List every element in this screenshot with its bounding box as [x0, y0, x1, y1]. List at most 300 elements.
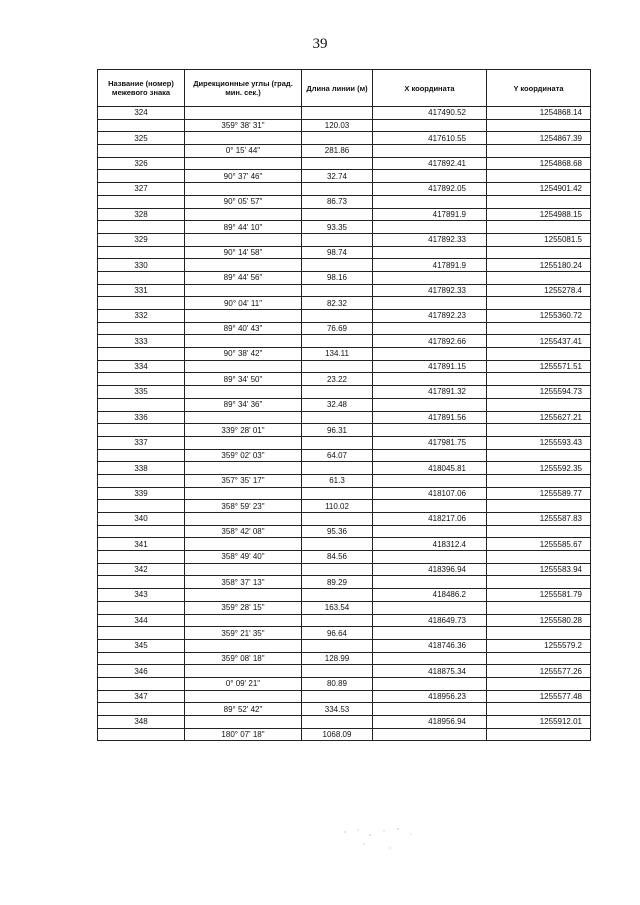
marker-name: 342	[98, 563, 185, 576]
x-coordinate: 417891.32	[373, 386, 487, 399]
marker-name: 344	[98, 614, 185, 627]
empty-cell	[302, 183, 373, 196]
segment-row	[98, 119, 591, 132]
empty-cell	[373, 170, 487, 183]
empty-cell	[185, 284, 302, 297]
empty-cell	[302, 411, 373, 424]
empty-cell	[98, 145, 185, 158]
point-row	[98, 360, 591, 373]
y-coordinate: 1255278.4	[487, 284, 591, 297]
marker-name: 324	[98, 107, 185, 120]
empty-cell	[185, 335, 302, 348]
empty-cell	[373, 195, 487, 208]
marker-name: 334	[98, 360, 185, 373]
segment-row	[98, 500, 591, 513]
line-length: 89.29	[302, 576, 373, 589]
segment-row	[98, 322, 591, 335]
line-length: 95.36	[302, 525, 373, 538]
point-row	[98, 411, 591, 424]
empty-cell	[373, 145, 487, 158]
empty-cell	[487, 348, 591, 361]
x-coordinate: 418875.34	[373, 665, 487, 678]
line-length: 120.03	[302, 119, 373, 132]
segment-row	[98, 551, 591, 564]
empty-cell	[302, 132, 373, 145]
marker-name: 339	[98, 487, 185, 500]
x-coordinate: 418746.36	[373, 639, 487, 652]
segment-row	[98, 449, 591, 462]
empty-cell	[98, 221, 185, 234]
direction-angle: 358° 37' 13"	[185, 576, 302, 589]
empty-cell	[302, 107, 373, 120]
empty-cell	[487, 145, 591, 158]
empty-cell	[98, 449, 185, 462]
marker-name: 346	[98, 665, 185, 678]
empty-cell	[185, 157, 302, 170]
segment-row	[98, 297, 591, 310]
point-row	[98, 538, 591, 551]
marker-name: 330	[98, 259, 185, 272]
direction-angle: 359° 38' 31"	[185, 119, 302, 132]
y-coordinate: 1255627.21	[487, 411, 591, 424]
y-coordinate: 1255081.5	[487, 233, 591, 246]
table-body	[98, 107, 591, 741]
x-coordinate: 417892.05	[373, 183, 487, 196]
x-coordinate: 418649.73	[373, 614, 487, 627]
segment-row	[98, 474, 591, 487]
marker-name: 337	[98, 436, 185, 449]
segment-row	[98, 677, 591, 690]
empty-cell	[373, 424, 487, 437]
empty-cell	[373, 271, 487, 284]
boundary-coordinates-table	[97, 69, 591, 741]
empty-cell	[302, 639, 373, 652]
empty-cell	[373, 119, 487, 132]
point-row	[98, 614, 591, 627]
empty-cell	[487, 398, 591, 411]
empty-cell	[185, 538, 302, 551]
x-coordinate: 417610.55	[373, 132, 487, 145]
empty-cell	[185, 665, 302, 678]
empty-cell	[98, 601, 185, 614]
y-coordinate: 1255585.67	[487, 538, 591, 551]
header-direction-angle: Дирекционные углы (град. мин. сек.)	[185, 70, 302, 107]
direction-angle: 89° 34' 36"	[185, 398, 302, 411]
y-coordinate: 1255593.43	[487, 436, 591, 449]
marker-name: 331	[98, 284, 185, 297]
y-coordinate: 1255579.2	[487, 639, 591, 652]
x-coordinate: 418396.94	[373, 563, 487, 576]
x-coordinate: 417892.33	[373, 284, 487, 297]
empty-cell	[302, 386, 373, 399]
line-length: 1068.09	[302, 728, 373, 741]
line-length: 23.22	[302, 373, 373, 386]
direction-angle: 89° 52' 42"	[185, 703, 302, 716]
empty-cell	[98, 525, 185, 538]
empty-cell	[302, 563, 373, 576]
line-length: 163.54	[302, 601, 373, 614]
empty-cell	[302, 157, 373, 170]
empty-cell	[185, 310, 302, 323]
empty-cell	[487, 449, 591, 462]
empty-cell	[487, 474, 591, 487]
direction-angle: 359° 08' 18"	[185, 652, 302, 665]
line-length: 32.74	[302, 170, 373, 183]
line-length: 98.74	[302, 246, 373, 259]
direction-angle: 357° 35' 17"	[185, 474, 302, 487]
empty-cell	[487, 677, 591, 690]
empty-cell	[98, 119, 185, 132]
line-length: 96.64	[302, 627, 373, 640]
x-coordinate: 418486.2	[373, 589, 487, 602]
point-row	[98, 563, 591, 576]
direction-angle: 359° 28' 15"	[185, 601, 302, 614]
point-row	[98, 436, 591, 449]
direction-angle: 90° 14' 58"	[185, 246, 302, 259]
empty-cell	[373, 221, 487, 234]
point-row	[98, 107, 591, 120]
empty-cell	[487, 652, 591, 665]
empty-cell	[185, 487, 302, 500]
empty-cell	[487, 551, 591, 564]
empty-cell	[185, 259, 302, 272]
x-coordinate: 418045.81	[373, 462, 487, 475]
empty-cell	[373, 398, 487, 411]
empty-cell	[98, 271, 185, 284]
x-coordinate: 417891.15	[373, 360, 487, 373]
segment-row	[98, 576, 591, 589]
line-length: 84.56	[302, 551, 373, 564]
direction-angle: 359° 21' 35"	[185, 627, 302, 640]
y-coordinate: 1254868.14	[487, 107, 591, 120]
x-coordinate: 418217.06	[373, 513, 487, 526]
x-coordinate: 417981.75	[373, 436, 487, 449]
empty-cell	[487, 322, 591, 335]
empty-cell	[98, 474, 185, 487]
point-row	[98, 208, 591, 221]
y-coordinate: 1255589.77	[487, 487, 591, 500]
marker-name: 326	[98, 157, 185, 170]
empty-cell	[185, 183, 302, 196]
y-coordinate: 1255571.51	[487, 360, 591, 373]
empty-cell	[487, 119, 591, 132]
empty-cell	[185, 462, 302, 475]
empty-cell	[373, 474, 487, 487]
line-length: 93.35	[302, 221, 373, 234]
direction-angle: 90° 05' 57"	[185, 195, 302, 208]
empty-cell	[185, 233, 302, 246]
segment-row	[98, 170, 591, 183]
empty-cell	[98, 373, 185, 386]
empty-cell	[373, 500, 487, 513]
empty-cell	[185, 386, 302, 399]
line-length: 80.89	[302, 677, 373, 690]
empty-cell	[487, 246, 591, 259]
point-row	[98, 157, 591, 170]
marker-name: 333	[98, 335, 185, 348]
empty-cell	[487, 627, 591, 640]
marker-name: 347	[98, 690, 185, 703]
direction-angle: 89° 34' 50"	[185, 373, 302, 386]
header-x-coordinate: X координата	[373, 70, 487, 107]
empty-cell	[373, 373, 487, 386]
empty-cell	[98, 195, 185, 208]
empty-cell	[98, 551, 185, 564]
x-coordinate: 417892.41	[373, 157, 487, 170]
y-coordinate: 1255180.24	[487, 259, 591, 272]
point-row	[98, 183, 591, 196]
y-coordinate: 1255587.83	[487, 513, 591, 526]
y-coordinate: 1255360.72	[487, 310, 591, 323]
point-row	[98, 462, 591, 475]
y-coordinate: 1255594.73	[487, 386, 591, 399]
empty-cell	[302, 614, 373, 627]
line-length: 64.07	[302, 449, 373, 462]
empty-cell	[185, 690, 302, 703]
empty-cell	[373, 348, 487, 361]
point-row	[98, 132, 591, 145]
direction-angle: 90° 38' 42"	[185, 348, 302, 361]
direction-angle: 358° 49' 40"	[185, 551, 302, 564]
segment-row	[98, 246, 591, 259]
point-row	[98, 335, 591, 348]
header-marker-name: Название (номер) межевого знака	[98, 70, 185, 107]
empty-cell	[185, 614, 302, 627]
empty-cell	[373, 652, 487, 665]
empty-cell	[302, 208, 373, 221]
empty-cell	[302, 233, 373, 246]
empty-cell	[302, 716, 373, 729]
line-length: 61.3	[302, 474, 373, 487]
point-row	[98, 386, 591, 399]
direction-angle: 339° 28' 01"	[185, 424, 302, 437]
line-length: 281.86	[302, 145, 373, 158]
line-length: 128.99	[302, 652, 373, 665]
marker-name: 341	[98, 538, 185, 551]
direction-angle: 89° 40' 43"	[185, 322, 302, 335]
line-length: 334.53	[302, 703, 373, 716]
x-coordinate: 417891.9	[373, 208, 487, 221]
marker-name: 335	[98, 386, 185, 399]
empty-cell	[98, 652, 185, 665]
empty-cell	[487, 221, 591, 234]
empty-cell	[98, 170, 185, 183]
empty-cell	[185, 360, 302, 373]
marker-name: 329	[98, 233, 185, 246]
point-row	[98, 690, 591, 703]
empty-cell	[185, 563, 302, 576]
x-coordinate: 418956.94	[373, 716, 487, 729]
marker-name: 343	[98, 589, 185, 602]
point-row	[98, 259, 591, 272]
empty-cell	[373, 246, 487, 259]
direction-angle: 0° 15' 44"	[185, 145, 302, 158]
direction-angle: 0° 09' 21"	[185, 677, 302, 690]
direction-angle: 359° 02' 03"	[185, 449, 302, 462]
header-y-coordinate: Y координата	[487, 70, 591, 107]
segment-row	[98, 271, 591, 284]
marker-name: 345	[98, 639, 185, 652]
direction-angle: 90° 04' 11"	[185, 297, 302, 310]
empty-cell	[98, 703, 185, 716]
empty-cell	[185, 208, 302, 221]
empty-cell	[185, 132, 302, 145]
segment-row	[98, 627, 591, 640]
empty-cell	[185, 589, 302, 602]
marker-name: 338	[98, 462, 185, 475]
empty-cell	[185, 639, 302, 652]
segment-row	[98, 373, 591, 386]
empty-cell	[302, 462, 373, 475]
empty-cell	[487, 601, 591, 614]
empty-cell	[302, 436, 373, 449]
empty-cell	[302, 589, 373, 602]
empty-cell	[487, 500, 591, 513]
empty-cell	[302, 487, 373, 500]
empty-cell	[373, 728, 487, 741]
scan-noise-marks	[340, 826, 420, 856]
empty-cell	[98, 728, 185, 741]
y-coordinate: 1255437.41	[487, 335, 591, 348]
empty-cell	[373, 703, 487, 716]
y-coordinate: 1254901.42	[487, 183, 591, 196]
segment-row	[98, 145, 591, 158]
point-row	[98, 233, 591, 246]
y-coordinate: 1254988.15	[487, 208, 591, 221]
line-length: 110.02	[302, 500, 373, 513]
y-coordinate: 1255592.35	[487, 462, 591, 475]
empty-cell	[185, 107, 302, 120]
empty-cell	[98, 348, 185, 361]
x-coordinate: 417891.56	[373, 411, 487, 424]
line-length: 98.16	[302, 271, 373, 284]
empty-cell	[302, 665, 373, 678]
line-length: 86.73	[302, 195, 373, 208]
empty-cell	[487, 576, 591, 589]
line-length: 134.11	[302, 348, 373, 361]
marker-name: 325	[98, 132, 185, 145]
x-coordinate: 418956.23	[373, 690, 487, 703]
empty-cell	[302, 335, 373, 348]
point-row	[98, 716, 591, 729]
empty-cell	[373, 601, 487, 614]
y-coordinate: 1255577.26	[487, 665, 591, 678]
direction-angle: 89° 44' 10"	[185, 221, 302, 234]
empty-cell	[302, 538, 373, 551]
segment-row	[98, 424, 591, 437]
empty-cell	[185, 513, 302, 526]
empty-cell	[373, 627, 487, 640]
x-coordinate: 418107.06	[373, 487, 487, 500]
empty-cell	[487, 525, 591, 538]
empty-cell	[98, 500, 185, 513]
direction-angle: 358° 59' 23"	[185, 500, 302, 513]
line-length: 76.69	[302, 322, 373, 335]
point-row	[98, 513, 591, 526]
marker-name: 327	[98, 183, 185, 196]
x-coordinate: 418312.4	[373, 538, 487, 551]
y-coordinate: 1254867.39	[487, 132, 591, 145]
point-row	[98, 665, 591, 678]
segment-row	[98, 601, 591, 614]
empty-cell	[487, 703, 591, 716]
direction-angle: 89° 44' 56"	[185, 271, 302, 284]
direction-angle: 358° 42' 08"	[185, 525, 302, 538]
empty-cell	[373, 576, 487, 589]
empty-cell	[302, 360, 373, 373]
line-length: 96.31	[302, 424, 373, 437]
empty-cell	[98, 424, 185, 437]
segment-row	[98, 221, 591, 234]
empty-cell	[373, 449, 487, 462]
empty-cell	[487, 424, 591, 437]
empty-cell	[373, 297, 487, 310]
empty-cell	[373, 322, 487, 335]
direction-angle: 90° 37' 46"	[185, 170, 302, 183]
empty-cell	[98, 246, 185, 259]
point-row	[98, 589, 591, 602]
segment-row	[98, 703, 591, 716]
page-number: 39	[312, 36, 328, 52]
marker-name: 340	[98, 513, 185, 526]
x-coordinate: 417892.33	[373, 233, 487, 246]
y-coordinate: 1255580.28	[487, 614, 591, 627]
x-coordinate: 417891.9	[373, 259, 487, 272]
empty-cell	[487, 170, 591, 183]
empty-cell	[487, 271, 591, 284]
empty-cell	[487, 195, 591, 208]
empty-cell	[302, 513, 373, 526]
empty-cell	[302, 310, 373, 323]
empty-cell	[302, 690, 373, 703]
header-line-length: Длина линии (м)	[302, 70, 373, 107]
segment-row	[98, 398, 591, 411]
segment-row	[98, 652, 591, 665]
direction-angle: 180° 07' 18"	[185, 728, 302, 741]
empty-cell	[302, 284, 373, 297]
point-row	[98, 310, 591, 323]
empty-cell	[487, 297, 591, 310]
marker-name: 328	[98, 208, 185, 221]
empty-cell	[185, 716, 302, 729]
x-coordinate: 417490.52	[373, 107, 487, 120]
empty-cell	[98, 576, 185, 589]
segment-row	[98, 195, 591, 208]
segment-row	[98, 525, 591, 538]
empty-cell	[185, 411, 302, 424]
y-coordinate: 1255583.94	[487, 563, 591, 576]
empty-cell	[373, 677, 487, 690]
segment-row	[98, 728, 591, 741]
empty-cell	[98, 297, 185, 310]
marker-name: 336	[98, 411, 185, 424]
empty-cell	[185, 436, 302, 449]
line-length: 32.48	[302, 398, 373, 411]
point-row	[98, 639, 591, 652]
empty-cell	[302, 259, 373, 272]
point-row	[98, 487, 591, 500]
empty-cell	[98, 398, 185, 411]
y-coordinate: 1255577.48	[487, 690, 591, 703]
empty-cell	[373, 525, 487, 538]
marker-name: 348	[98, 716, 185, 729]
y-coordinate: 1254868.68	[487, 157, 591, 170]
empty-cell	[98, 627, 185, 640]
point-row	[98, 284, 591, 297]
empty-cell	[487, 373, 591, 386]
empty-cell	[98, 322, 185, 335]
x-coordinate: 417892.23	[373, 310, 487, 323]
